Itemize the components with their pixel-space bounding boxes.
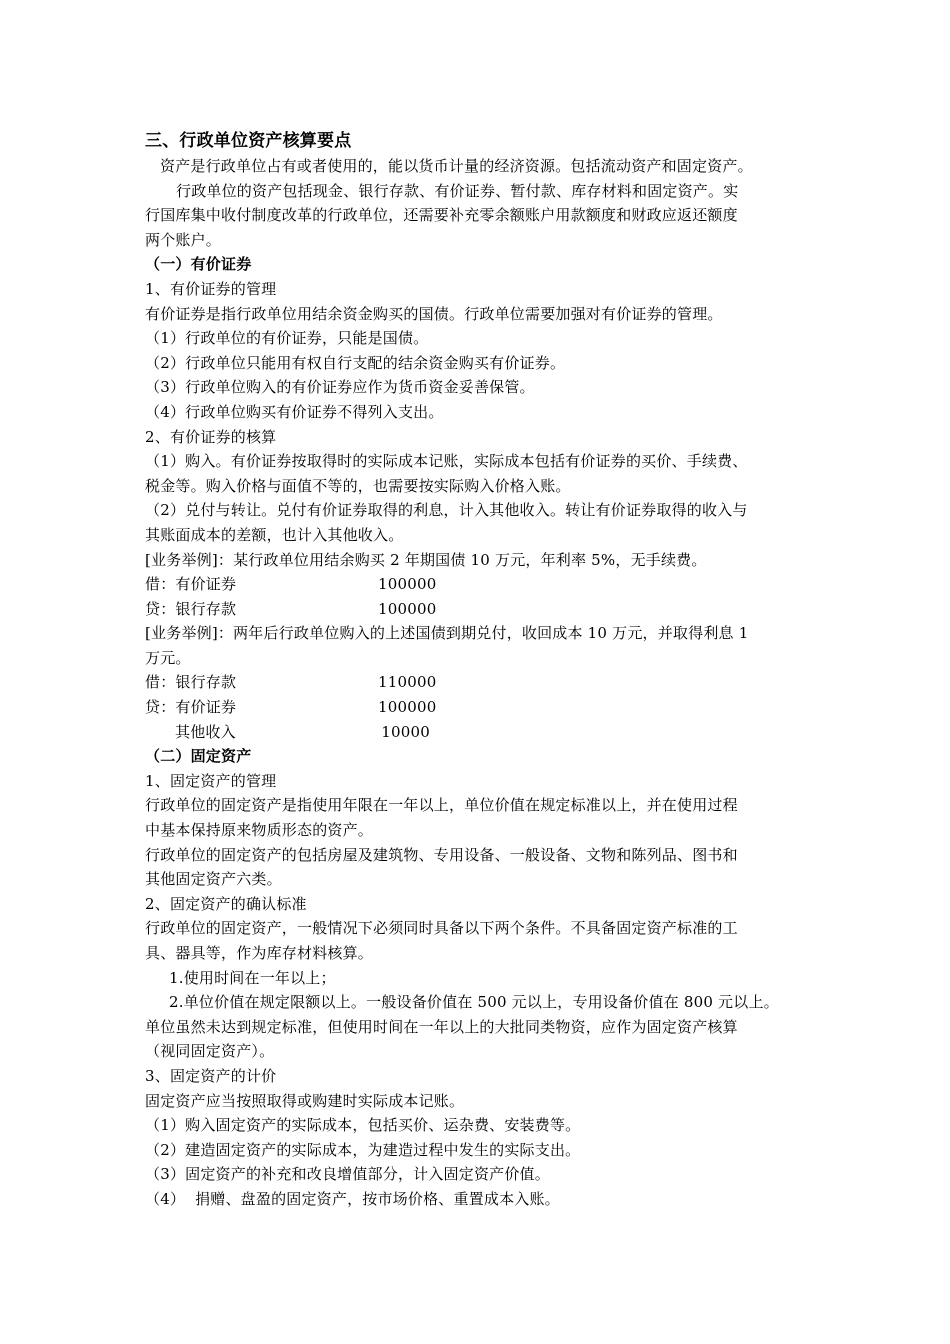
intro-line: 行国库集中收付制度改革的行政单位，还需要补充零余额账户用款额度和财政应返还额度 xyxy=(145,206,738,225)
criteria-item: 2.单位价值在规定限额以上。一般设备价值在 500 元以上，专用设备价值在 800 元以上。 xyxy=(169,993,779,1012)
example-line: [业务举例]：两年后行政单位购入的上述国债到期兑付，收回成本 10 万元，并取得利息 1 xyxy=(145,624,749,643)
entry-amount: 100000 xyxy=(378,599,437,618)
document-page xyxy=(145,128,825,1212)
paragraph-line: （2）行政单位只能用有权自行支配的结余资金购买有价证券。 xyxy=(145,353,566,372)
journal-entry xyxy=(145,572,825,597)
intro-line: 资产是行政单位占有或者使用的，能以货币计量的经济资源。包括流动资产和固定资产。 xyxy=(160,157,753,175)
securities-accounting-title: 2、有价证券的核算 xyxy=(145,427,277,446)
paragraph-line: （1）购入固定资产的实际成本，包括买价、运杂费、安装费等。 xyxy=(145,1116,581,1135)
fixed-assets-valuation-title: 3、固定资产的计价 xyxy=(145,1066,277,1085)
paragraph-line: （4）行政单位购买有价证券不得列入支出。 xyxy=(145,402,444,421)
criteria-item: 1.使用时间在一年以上； xyxy=(169,968,336,987)
securities-heading: （一）有价证券 xyxy=(145,255,252,274)
paragraph-line: （2）建造固定资产的实际成本，为建造过程中发生的实际支出。 xyxy=(145,1140,581,1159)
paragraph-line: 中基本保持原来物质形态的资产。 xyxy=(145,821,374,840)
paragraph-line: 其他固定资产六类。 xyxy=(145,870,282,889)
paragraph-line: （2）兑付与转让。兑付有价证券取得的利息，计入其他收入。转让有价证券取得的收入与 xyxy=(145,501,748,520)
paragraph-line: 具、器具等，作为库存材料核算。 xyxy=(145,944,374,962)
paragraph-line: （1）购入。有价证券按取得时的实际成本记账，实际成本包括有价证券的买价、手续费、 xyxy=(145,452,748,471)
entry-amount: 100000 xyxy=(378,575,437,594)
intro-line: 行政单位的资产包括现金、银行存款、有价证券、暂付款、库存材料和固定资产。实 xyxy=(176,181,739,200)
paragraph-line: 行政单位的固定资产，一般情况下必须同时具备以下两个条件。不具备固定资产标准的工 xyxy=(145,919,738,938)
journal-entry xyxy=(145,597,825,622)
journal-entry xyxy=(145,720,825,745)
paragraph-line: （1）行政单位的有价证券，只能是国债。 xyxy=(145,329,429,348)
entry-amount: 110000 xyxy=(378,673,437,692)
entry-amount: 10000 xyxy=(381,722,430,741)
paragraph-line: 有价证券是指行政单位用结余资金购买的国债。行政单位需要加强对有价证券的管理。 xyxy=(145,304,723,323)
fixed-assets-heading: （二）固定资产 xyxy=(145,747,252,766)
paragraph-line: 行政单位的固定资产的包括房屋及建筑物、专用设备、一般设备、文物和陈列品、图书和 xyxy=(145,845,738,864)
securities-mgmt-title: 1、有价证券的管理 xyxy=(145,279,277,298)
fixed-assets-criteria-title: 2、固定资产的确认标准 xyxy=(145,894,307,913)
fixed-assets-mgmt-title: 1、固定资产的管理 xyxy=(145,771,277,790)
entry-account: 贷：银行存款 xyxy=(145,599,237,618)
entry-account: 其他收入 xyxy=(175,722,236,741)
paragraph-line: 其账面成本的差额，也计入其他收入。 xyxy=(145,525,404,544)
entry-account: 贷：有价证券 xyxy=(145,698,237,717)
paragraph-line: （3）行政单位购入的有价证券应作为货币资金妥善保管。 xyxy=(145,378,535,397)
paragraph-line: 税金等。购入价格与面值不等的，也需要按实际购入价格入账。 xyxy=(145,476,571,495)
paragraph-line: 固定资产应当按照取得或购建时实际成本记账。 xyxy=(145,1091,465,1110)
example-line: 万元。 xyxy=(145,648,191,667)
example-line: [业务举例]：某行政单位用结余购买 2 年期国债 10 万元，年利率 5%，无手续费。 xyxy=(145,550,707,569)
entry-account: 借：银行存款 xyxy=(145,673,237,692)
intro-line: 两个账户。 xyxy=(145,230,222,249)
paragraph-line: （4） 捐赠、盘盈的固定资产，按市场价格、重置成本入账。 xyxy=(145,1189,560,1208)
journal-entry xyxy=(145,670,825,695)
paragraph-line: （视同固定资产）。 xyxy=(145,1042,275,1061)
paragraph-line: 行政单位的固定资产是指使用年限在一年以上，单位价值在规定标准以上，并在使用过程 xyxy=(145,796,738,815)
journal-entry xyxy=(145,695,825,720)
paragraph-line: 单位虽然未达到规定标准，但使用时间在一年以上的大批同类物资，应作为固定资产核算 xyxy=(145,1017,738,1036)
entry-amount: 100000 xyxy=(378,698,437,717)
paragraph-line: （3）固定资产的补充和改良增值部分，计入固定资产价值。 xyxy=(145,1165,550,1184)
section-title: 三、行政单位资产核算要点 xyxy=(145,131,352,151)
entry-account: 借：有价证券 xyxy=(145,575,237,594)
